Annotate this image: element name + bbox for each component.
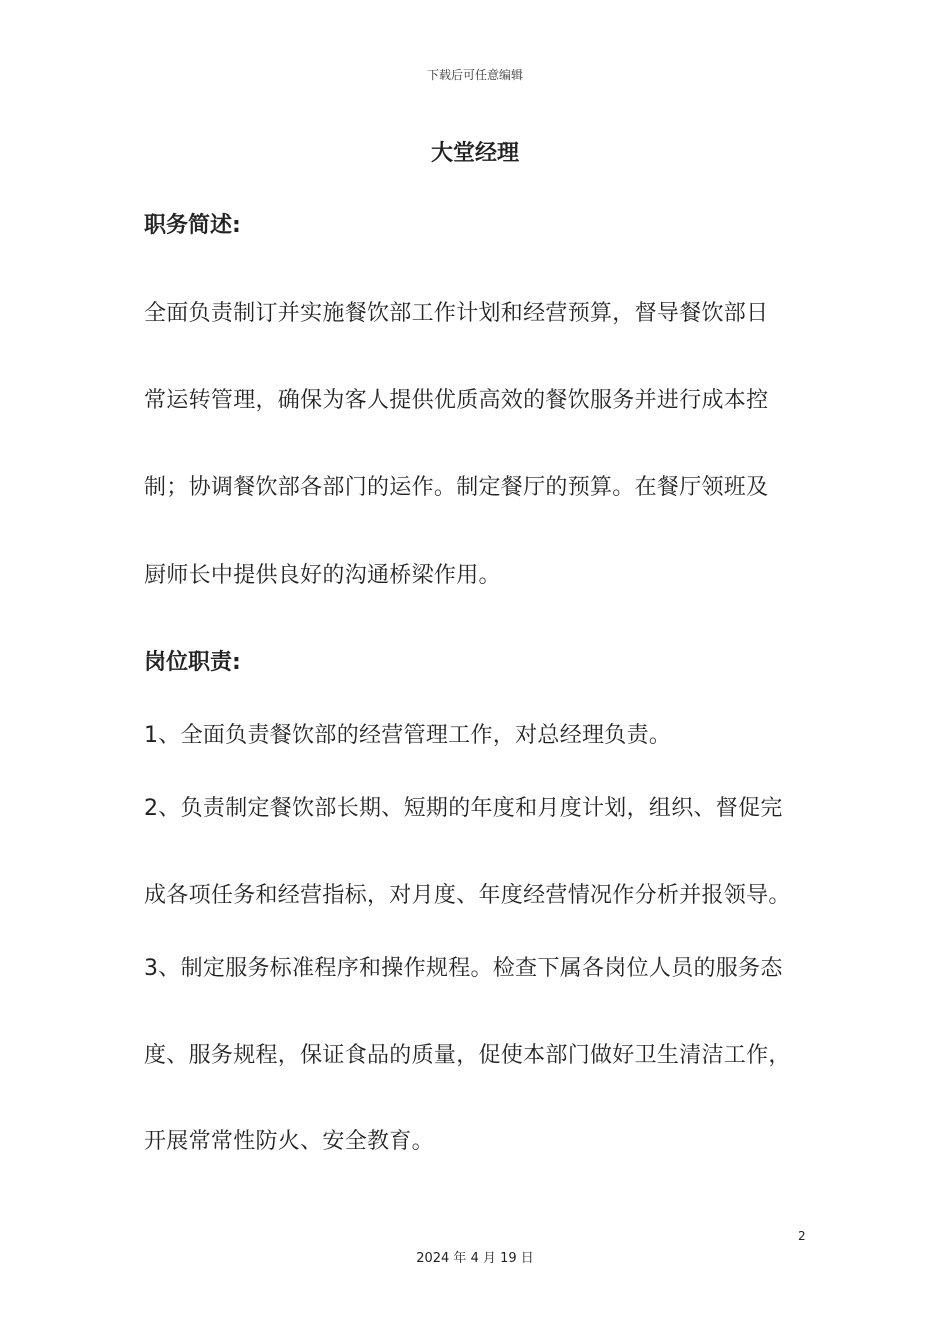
- paragraph-line: 开展常常性防火、安全教育。: [144, 1129, 434, 1154]
- header-note: 下载后可任意编辑: [426, 68, 523, 82]
- paragraph-line: 2、负责制定餐饮部长期、短期的年度和月度计划，组织、督促完: [144, 796, 783, 821]
- document-title: 大堂经理: [430, 141, 519, 166]
- paragraph-line: 3、制定服务标准程序和操作规程。检查下属各岗位人员的服务态: [144, 956, 783, 981]
- paragraph-line: 常运转管理，确保为客人提供优质高效的餐饮服务并进行成本控: [144, 388, 769, 413]
- paragraph-line: 全面负责制订并实施餐饮部工作计划和经营预算，督导餐饮部日: [144, 301, 769, 326]
- paragraph-line: 1、全面负责餐饮部的经营管理工作，对总经理负责。: [144, 723, 672, 748]
- section-heading-job-summary: 职务简述:: [144, 213, 241, 238]
- paragraph-line: 制；协调餐饮部各部门的运作。制定餐厅的预算。在餐厅领班及: [144, 475, 769, 500]
- footer-date: 2024 年 4 月 19 日: [416, 1251, 534, 1266]
- page-number: 2: [798, 1229, 806, 1243]
- paragraph-line: 成各项任务和经营指标，对月度、年度经营情况作分析并报领导。: [144, 883, 791, 908]
- paragraph-line: 厨师长中提供良好的沟通桥梁作用。: [144, 563, 501, 588]
- paragraph-line: 度、服务规程，保证食品的质量，促使本部门做好卫生清洁工作，: [144, 1043, 791, 1068]
- section-heading-duties: 岗位职责:: [144, 650, 241, 675]
